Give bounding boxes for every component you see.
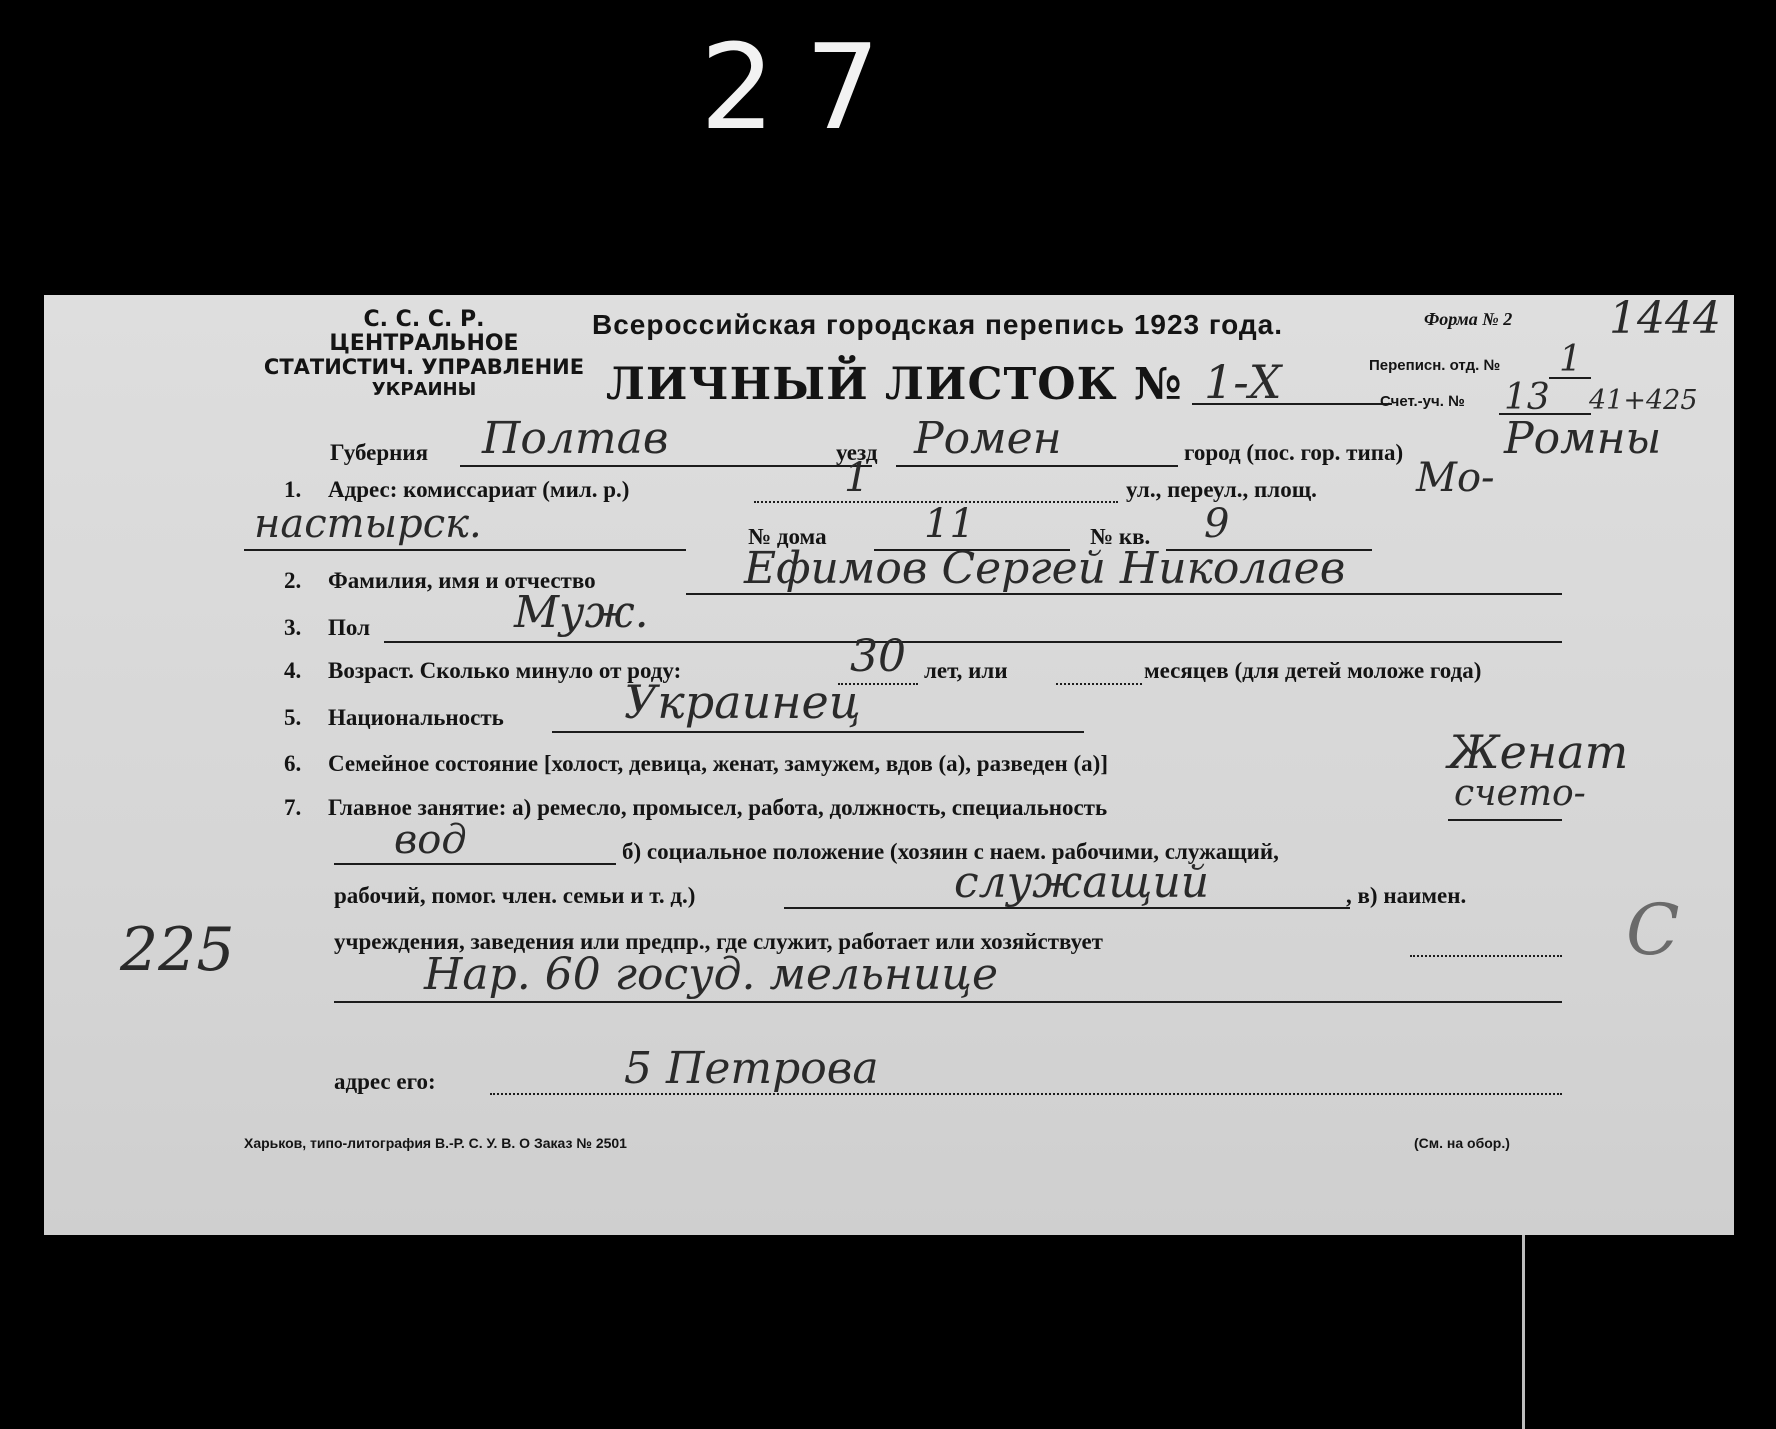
q6-value: Женат xyxy=(1448,725,1629,779)
q1-street-value: Мо- xyxy=(1416,455,1495,501)
org-line4: УКРАИНЫ xyxy=(371,379,477,400)
q1-number: 1. xyxy=(284,477,302,502)
margin-letter: С xyxy=(1626,889,1680,971)
gubernia-value: Полтав xyxy=(482,413,669,464)
census-header: Всероссийская городская перепись 1923 года. xyxy=(592,309,1284,340)
q7-v-value: Нар. 60 госуд. мельнице xyxy=(424,949,999,1000)
right-field2-value: 13 xyxy=(1504,377,1550,418)
title: ЛИЧНЫЙ ЛИСТОК № xyxy=(606,359,1183,410)
q6-number: 6. xyxy=(284,751,302,776)
uezd-label: уезд xyxy=(836,440,878,465)
margin-number: 225 xyxy=(120,915,235,985)
turn-over-note: (См. на обор.) xyxy=(1414,1135,1510,1151)
right-field2-label: Счет.-уч. № xyxy=(1380,393,1465,410)
q3-value: Муж. xyxy=(514,587,649,638)
org-line2: ЦЕНТРАЛЬНОЕ xyxy=(329,331,519,356)
address-label: адрес его: xyxy=(334,1069,436,1094)
census-card xyxy=(44,295,1734,1235)
q1-comm-value: 1 xyxy=(844,455,870,501)
house-label: № дома xyxy=(748,524,827,549)
q7-v-label: , в) наимен. xyxy=(1346,883,1467,908)
gubernia-label: Губерния xyxy=(330,440,429,465)
q7-v-label-2: учреждения, заведения или предпр., где служит, работает или хозяйствует xyxy=(334,929,1103,954)
q3-number: 3. xyxy=(284,615,302,640)
q5-number: 5. xyxy=(284,705,302,730)
q7-b-value: служащий xyxy=(954,857,1210,908)
q7-b-label-2: рабочий, помог. член. семьи и т. д.) xyxy=(334,883,696,908)
q3-label: Пол xyxy=(328,615,370,640)
uezd-value: Ромен xyxy=(914,413,1062,464)
gorod-value: Ромны xyxy=(1504,413,1662,464)
q1-label: Адрес: комиссариат (мил. р.) xyxy=(328,477,630,502)
q2-label: Фамилия, имя и отчество xyxy=(328,568,596,593)
q7-a-value: счето- xyxy=(1454,773,1586,814)
q1-street-continuation: настырск. xyxy=(254,501,482,547)
q1-street-label: ул., переул., площ. xyxy=(1126,477,1317,502)
right-field2-extra: 41+425 xyxy=(1589,385,1698,416)
q2-value: Ефимов Сергей Николаев xyxy=(744,543,1346,594)
film-scratch xyxy=(1522,1235,1525,1429)
top-number: 1444 xyxy=(1609,293,1721,344)
q7-b-label: б) социальное положение (хозяин с наем. рабочими, служащий, xyxy=(622,839,1279,864)
q4-years-label: лет, или xyxy=(924,658,1008,683)
q4-label: Возраст. Сколько минуло от роду: xyxy=(328,658,682,683)
org-line3: СТАТИСТИЧ. УПРАВЛЕНИЕ xyxy=(263,355,585,379)
org-line1: С. С. С. Р. xyxy=(363,307,485,332)
form-label: Форма № 2 xyxy=(1424,309,1513,329)
q7-number: 7. xyxy=(284,795,302,820)
printer-imprint: Харьков, типо-литография В.-Р. С. У. В. О Заказ № 2501 xyxy=(244,1135,627,1151)
q7-label: Главное занятие: а) ремесло, промысел, работа, должность, специальность xyxy=(328,795,1108,820)
q5-label: Национальность xyxy=(328,705,504,730)
right-field1-label: Переписн. отд. № xyxy=(1369,357,1501,374)
frame-number: 27 xyxy=(700,18,911,156)
q7-a-continuation: вод xyxy=(394,817,467,863)
q5-value: Украинец xyxy=(624,675,861,729)
title-value: 1-Х xyxy=(1204,355,1282,409)
address-value: 5 Петрова xyxy=(624,1043,879,1094)
q4-value: 30 xyxy=(850,631,906,682)
q6-label: Семейное состояние [холост, девица, женат, замужем, вдов (а), разведен (а)] xyxy=(328,751,1108,776)
apt-label: № кв. xyxy=(1090,524,1151,549)
house-value: 11 xyxy=(924,501,975,547)
gorod-label: город (пос. гор. типа) xyxy=(1184,440,1404,465)
right-field1-value: 1 xyxy=(1559,339,1582,380)
q4-number: 4. xyxy=(284,658,302,683)
q4-months-label: месяцев (для детей моложе года) xyxy=(1144,658,1482,683)
apt-value: 9 xyxy=(1204,501,1230,547)
q2-number: 2. xyxy=(284,568,302,593)
